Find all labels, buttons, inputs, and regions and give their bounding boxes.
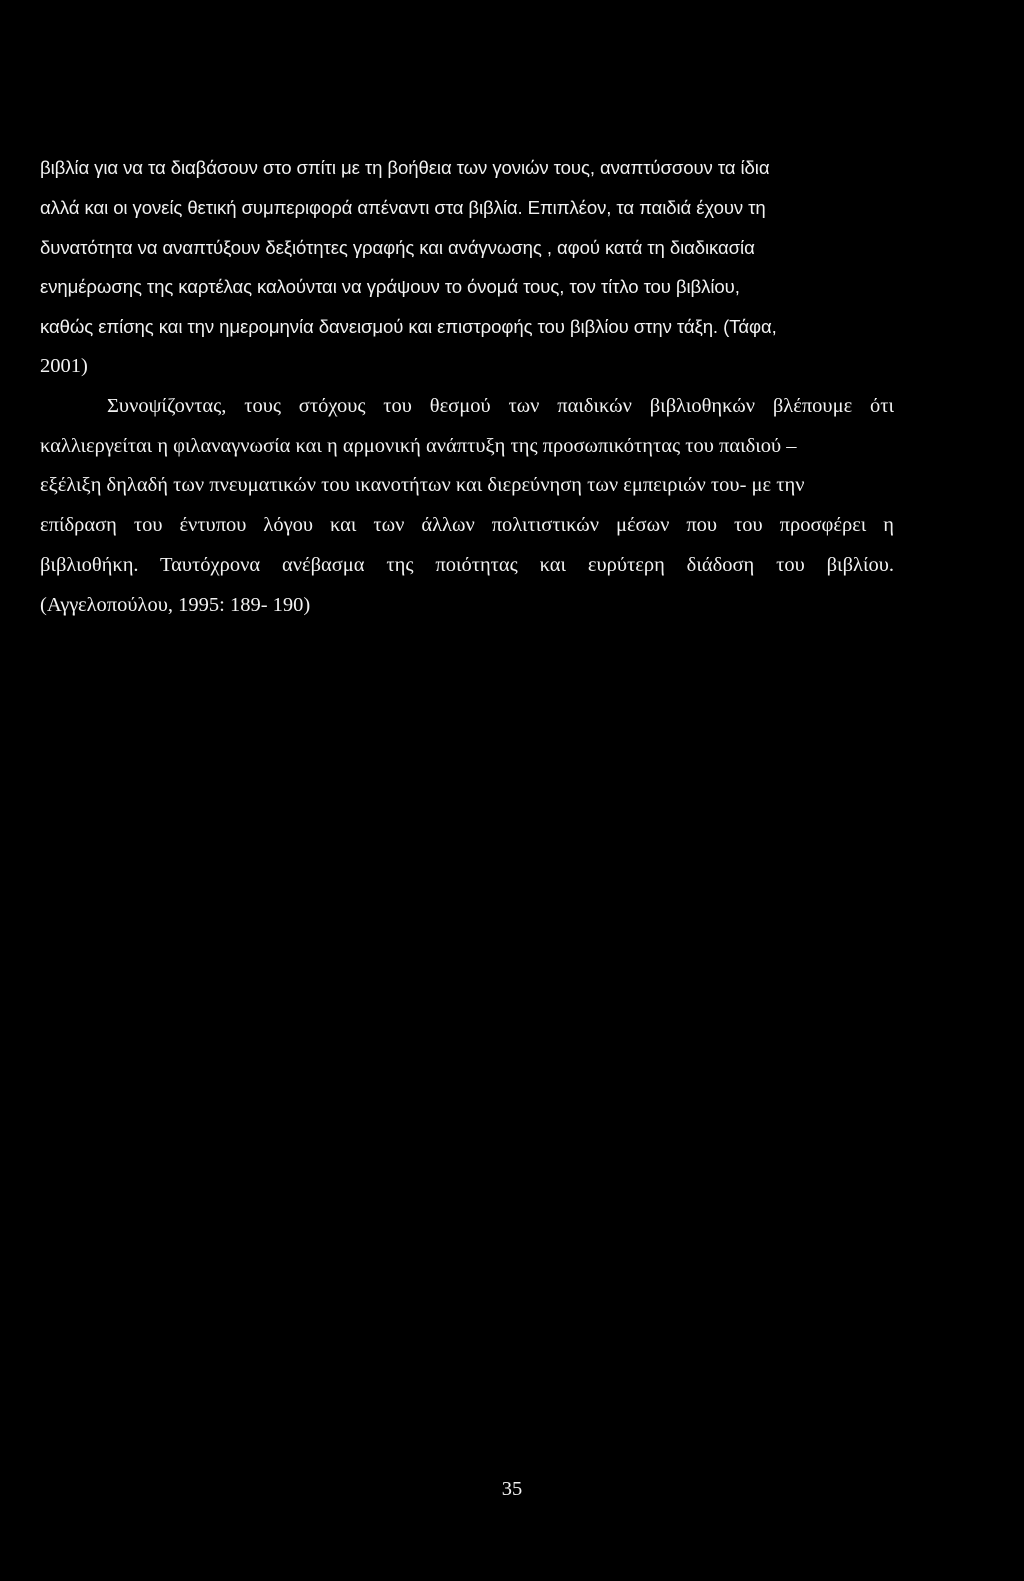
text-line: επίδραση του έντυπου λόγου και των άλλων πολιτιστικών μέσων που του προσφέρει η xyxy=(40,514,894,537)
text-line: βιβλιοθήκη. Ταυτόχρονα ανέβασμα της ποιότητας και ευρύτερη διάδοση του βιβλίου. xyxy=(40,553,894,576)
paragraph-2 xyxy=(40,387,894,626)
text-line: καλλιεργείται η φιλαναγνωσία και η αρμονική ανάπτυξη της προσωπικότητας του παιδιού – xyxy=(40,434,797,457)
text-line: 2001) xyxy=(40,354,88,377)
text-line: Συνοψίζοντας, τους στόχους του θεσμού των παιδικών βιβλιοθηκών βλέπουμε ότι xyxy=(107,394,894,417)
text-line: ενημέρωσης της καρτέλας καλούνται να γράψουν το όνομά τους, τον τίτλο του βιβλίου, xyxy=(40,276,740,298)
paragraph-1 xyxy=(40,148,894,387)
text-line: εξέλιξη δηλαδή των πνευματικών του ικανοτήτων και διερεύνηση των εμπειριών του- με την xyxy=(40,474,805,497)
document-body xyxy=(40,148,894,626)
page-number: 35 xyxy=(501,1478,523,1500)
text-line: δυνατότητα να αναπτύξουν δεξιότητες γραφής και ανάγνωσης , αφού κατά τη διαδικασία xyxy=(40,236,755,258)
text-line: αλλά και οι γονείς θετική συμπεριφορά απέναντι στα βιβλία. Επιπλέον, τα παιδιά έχουν τη xyxy=(40,196,766,218)
text-line: (Αγγελοπούλου, 1995: 189- 190) xyxy=(40,593,311,616)
text-line: καθώς επίσης και την ημερομηνία δανεισμού και επιστροφής του βιβλίου στην τάξη. (Τάφα, xyxy=(40,316,777,338)
text-line: βιβλία για να τα διαβάσουν στο σπίτι με τη βοήθεια των γονιών τους, αναπτύσσουν τα ίδια xyxy=(40,157,770,178)
